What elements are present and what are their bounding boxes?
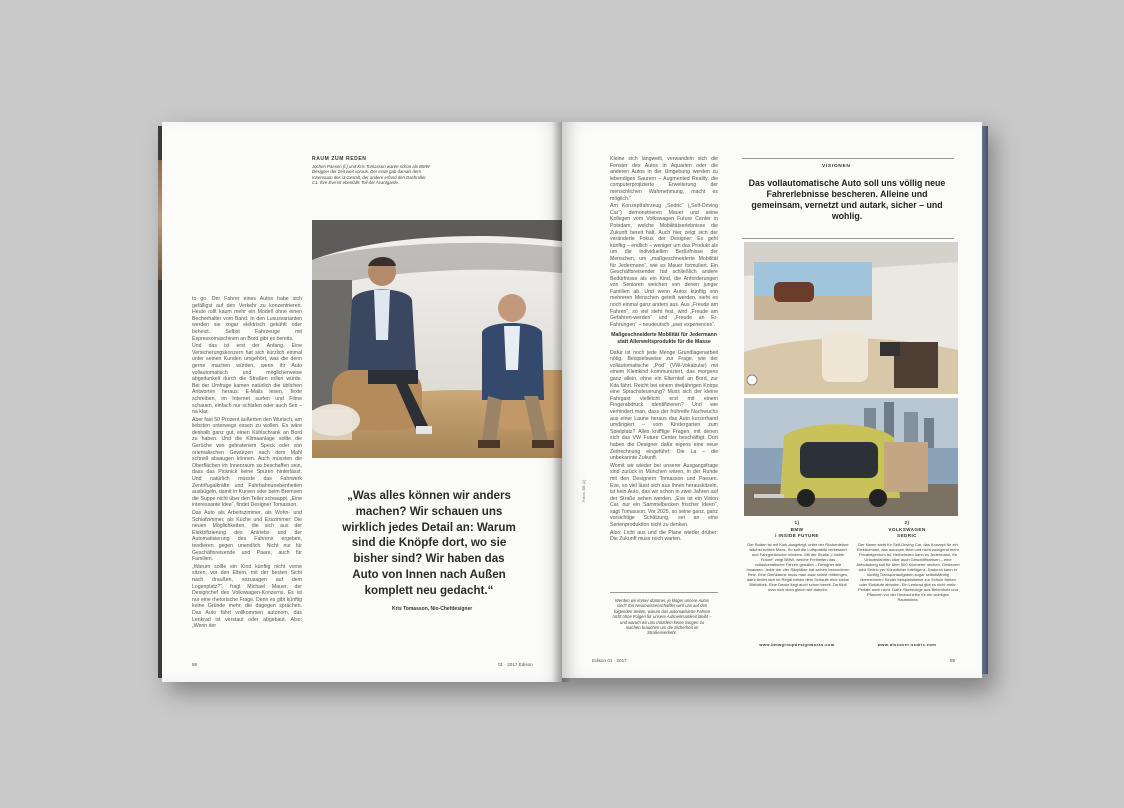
pull-quote: „Was alles können wir anders machen? Wir schauen uns wirklich jedes Detail an: Warum sind die Knöpfe dort, wo sie bisher sind? Wir haben das Auto von Innen nach Außen komplett neu gedacht.“ xyxy=(342,489,516,597)
interior-photo xyxy=(312,220,562,458)
section-rule-bottom xyxy=(742,238,954,239)
paragraph: Kleine sich langweilt, verwandeln sich die Fenster des Autos in Aquarien oder die anderen Autos in der Umgebung werden zu lebendigen Saurern – Augmented Reality, die computerprojizierte Erweiterung der menschlichen Wahrnehmung, macht es möglich.“ xyxy=(610,156,718,202)
paragraph: Womit wir wieder bei unserer Ausgangsfrage sind zurück in München wären, in der Runde mit den Designern Tomasson und Paesen. Eve, so viel lässt sich aus ihnen herauskitzeln, ist kein Auto, das wir schon in zwei Jahren auf der Straße sehen werden. „Eve ist ein Vision Car, nur ein Sammelbecken frischer Ideen“, sagt Tomasson. Vor 2025, so seine ganz, ganz vorsichtige Schätzung, sei an eine Serienproduktion nicht zu denken. xyxy=(610,462,718,529)
caption-text-vw: Der Name steht für Self-Driving Car, das Konzept für ein Elektromobil, das autonom fährt und nicht zwingend mehr Privateigentum ist. Herbeirufen kann es Jedermann, für Urlaubsfahrten oder auch Geschäftsreisen – eine Abholadung soll für über 500 Kilometer reichen. Gesteuert wird Sedric per Künstlicher Intelligenz. Dadurch kann er künftig Transportaufgaben sogar selbstständig übernehmen: Kinder beispielsweise zur Schule fahren oder Einkäufe abholen. Ein Lenkrad gibt es nicht mehr. Pedale auch nicht. Dafür Sitzbezüge aus Birkenholz und Pflanzen vor der Heckscheibe für ein wohliges Raumklima. xyxy=(856,542,960,602)
paragraph: Dafür ist noch jede Menge Grundlagenarbeit nötig. Beispielsweise zur Frage, wie der vollautomatische „Pod“ (VW-Vokabular) mit einem Kleinkind kommuniziert, das morgens ganz allein, ohne ein Elternteil an Bord, zur Kita fährt. Reicht bei einem dreijährigen Knirps eine Sprachsteuerung? Muss sich der kleine Fahrgast vielleicht erst mit einem Fingerabdruck identifizieren? Und wie verhindert man, dass der frühreife Nachwuchs aus einer Laune heraus das Auto kurzerhand umdirigiert – vom Kindergarten zum Spielplatz? Alles knifflige Fragen, mit denen sich das VW Future Center beschäftigt. Dort haben die Designer dafür eigens eine neue Zeitrechnung eingeführt: Die La – die unbekannte Zukunft. xyxy=(610,349,718,462)
page-number-left: 88 xyxy=(192,662,198,667)
footer-right: Edison 01 · 2017 xyxy=(592,658,627,663)
section-label: VISIONEN xyxy=(822,164,851,169)
paragraph: Das Auto als Arbeitszimmer, als Wohn- und Schlafzimmer, als Küche und Esszimmer: Die neuen Möglichkeiten, die sich aus der Elektrifizierung des Antriebs und der Automatisierung des Fahrens ergeben, tendieren gegen unendlich. Nicht nur für Geschäftsreisende und Paare, auch für Familien. xyxy=(192,510,302,563)
footer-left: 01 · 2017 Edison xyxy=(498,662,533,667)
caption-url-bmw[interactable]: www.bmwgroupdesignworks.com xyxy=(759,642,835,647)
caption-url-vw[interactable]: www.discover-sedric.com xyxy=(877,642,937,647)
paragraph: to go. Der Fahrer eines Autos habe sich gefälligst auf den Verkehr zu konzentrieren. Heute rollt kaum mehr ein Modell ohne einen Becherhalter vom Band. In den Luxusvarianten werden sie sogar elektrisch gekühlt oder beheizt. Selbst Fahrzeuge mit Espressomaschinen an Bord gibt es bereits. xyxy=(192,296,302,342)
vw-sedric-photo xyxy=(744,398,958,516)
photo-credit: Fotos: BB (2) xyxy=(582,479,586,502)
paragraph: Aber fast 50 Prozent äußerten den Wunsch, am liebsten unterwegs essen zu wollen. Es wäre deshalb ganz gut, einen Kühlschrank an Bord zu haben. Und die Klimaanlage sollte die Gerüche von gebratenem Speck oder von orientalischen Gewürzen nach dem Mahl schnell absaugen können. Auch müssten die Oberflächen im Innenraum so beschaffen sein, dass das Picknick keine Spuren hinterlässt. Und natürlich müsste das Fahrwerk Zentrifugalkräfte und Fahrbahnunebenheiten ausbügeln, damit in Kurven oder beim Bremsen die Suppe nicht über den Teller schwappt. „Eine interessante Idee“, findet Designer Tomasson. xyxy=(192,416,302,509)
photo-caption: Jochen Paesen (l.) und Kris Tomasson waren schon als BMW-Designer der Zeit weit voraus. Der erste gab damals dem Innenraum des i3 Gestalt, der andere erfand den Dachroller C1. Ihre Eve ist ebenfalls Teil der Avantgarde. xyxy=(312,164,431,186)
note-divider xyxy=(610,592,718,593)
bmw-inside-future-photo xyxy=(744,242,958,394)
kicker: RAUM ZUM REDEN xyxy=(312,156,367,162)
section-rule-top xyxy=(742,158,954,159)
headline: Das vollautomatische Auto soll uns völlig neue Fahrerlebnisse bescheren. Alleine und gemeinsam, vernetzt und autark, sicher – und wohlig. xyxy=(748,178,946,221)
caption-model-vw: SEDRIC xyxy=(897,533,917,538)
right-page xyxy=(562,122,982,678)
left-page xyxy=(162,122,562,682)
caption-model-bmw: i INSIDE FUTURE xyxy=(775,533,819,538)
caption-brand-vw: VOLKSWAGEN xyxy=(888,527,926,532)
quote-author: Kris Tomasson, Nio-Chefdesigner xyxy=(392,606,473,612)
column-subhead: Maßgeschneiderte Mobilität für Jedermann statt Allerweltsprodukte für die Masse xyxy=(611,332,717,346)
interior-photo-illustration xyxy=(312,220,562,458)
caption-number-2: 2) xyxy=(904,520,910,525)
teaser-note: Werden wir immer dümmer, je klüger unsere Autos sind? Ein Neurowissenschaftler wird uns auf den folgenden Seiten, warum das automatisierte Fahren nicht ohne Folgen für unsere Aufmerksamkeit bleibt – und warum wir uns trotzdem keine Sorgen zu machen brauchen um die Sicherheit im Straßenverkehr. xyxy=(612,598,712,636)
vw-sedric-illustration xyxy=(744,398,958,516)
bmw-interior-illustration xyxy=(744,242,958,394)
paragraph: „Warum sollte ein Kind künftig nicht vorne sitzen, vor den Eltern, mit der besten Sicht nach draußen, sozusagen auf dem Logenplatz?“, fragt Michael Mauer, der Designchef des Volkswagen-Konzerns. Es ist nur eine rhetorische Frage. Denn es gibt künftig keine Gründe mehr, die dagegen sprächen. Das Auto fährt vollkommen autonom, das Lenkrad ist verstaut oder abgebaut. Also: „Wenn der xyxy=(192,563,302,630)
paragraph: Also: Licht aus und die Plane wieder drüber: Die Zukunft muss noch warten. xyxy=(610,529,718,543)
paragraph: Und das ist erst der Anfang. Eine Versicherungskonzern hat sich kürzlich einmal unter seinen Kunden umgehört, was die denn gerne machen würden, wenn ihr Auto vollautomatisch und möglicherweise abgedunkelt durch die Straßen rollen würde. Bei der Umfrage kamen natürlich die üblichen Antworten heraus: E-Mails lesen, Texte schreiben, im Internet surfen und Filme schauen, einfach nur schlafen oder auch Sex – na klar. xyxy=(192,343,302,416)
paragraph: Am Konzeptfahrzeug „Sedric“ („Self-Driving Car“) demonstrieren Mauer und seine Kollegen vom Volkswagen Future Center in Potsdam, welche Mobilitätserlebnisse die Zukunft bereit hält. Auch hier zeigt sich der veränderte Fokus der Designer: Es geht künftig – endlich – weniger um das Produkt als um die individuellen Bedürfnisse der Menschen, um „maßgeschneiderte Mobilität für Jedermann“, wie es Mauer formuliert. Ein Geschäftsreisender hat schließlich andere Bedürfnisse als ein Kind, die Anforderungen von Senioren weichen von denen junger Familien ab. Und wenn Autos künftig von mehreren Menschen geteilt werden, sieht es noch einmal ganz anders aus. Aus „Freude am Fahren“, so viel steht fest, wird „Freude am Gefahren-werden“ und „Freude an Er-Fahrungen“ – neudeutsch „user experiences“. xyxy=(610,203,718,328)
page-number-right: 89 xyxy=(950,658,956,663)
left-text-column xyxy=(192,296,302,631)
caption-number-1: 1) xyxy=(794,520,800,525)
caption-brand-bmw: BMW xyxy=(790,527,804,532)
right-text-column xyxy=(610,156,718,544)
caption-text-bmw: Der Boden ist mit Kork ausgelegt, unter der Rückenlehne wächst echtes Moos. So soll die Luftqualität verbessert und Fahrgeräusche mindern. Mit der Studie „i Inside Future“ zeigt BMW, welche Freiheiten das vollautomatische Fahren gewährt – Designer wie Insassen: Jeder der vier Sitzplätze hat seinen besonderen Reiz. Eine Gießkanne muss man zwar selbst mitbringen, dafür findet sich im Regal neben dem Schaufe eine kleine Bibliothek. Eine Decke liegt auch schon bereit. Da fühlt man sich doch gleich wie daheim. xyxy=(746,542,850,592)
